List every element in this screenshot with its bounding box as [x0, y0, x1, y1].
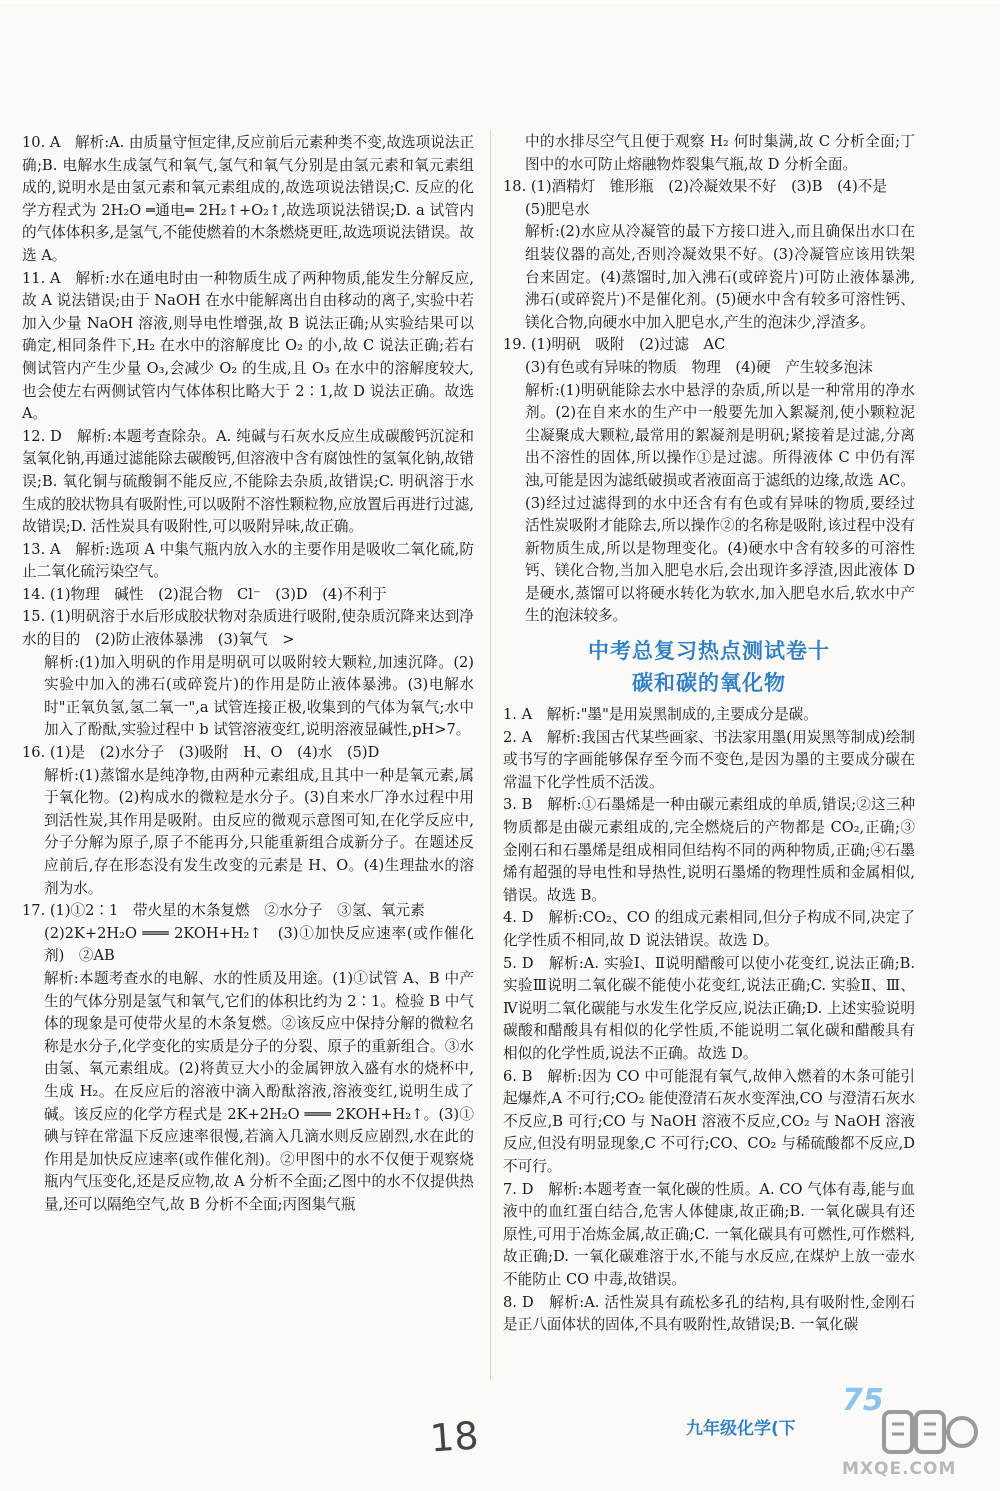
left-column — [22, 132, 474, 1217]
carbon-answer-7: 7. D 解析:本题考查一氧化碳的性质。A. CO 气体有毒,能与血液中的血红蛋白结合,危害人体健康,故正确;B. 一氧化碳具有还原性,可用于冶炼金属,故正确;C. 一氧化碳具有可燃性,可作燃料,故正确;D. 一氧化碳难溶于水,不能与水反应,在煤炉上放一壶水不能防止 CO 中毒,故错误。 — [503, 1180, 915, 1288]
carbon-answer-1: 1. A 解析:"墨"是用炭黑制成的,主要成分是碳。 — [503, 706, 818, 724]
answer-10: 10. A 解析:A. 由质量守恒定律,反应前后元素种类不变,故选项说法正确;B. 电解水生成氢气和氧气,氢气和氧气分别是由氢元素和氧元素组成的,说明水是由氢元素和氧元素组成的,故选项说法错误;C. 反应的化学方程式为 2H₂O ═通电═ 2H₂↑+O₂↑,故选项说法错误;D. a 试管内的气体体积多,是氢气,不能使燃着的木条燃烧更旺,故选项说法错误。故选 A。 — [22, 134, 474, 264]
answer-17-continued: 中的水排尽空气且便于观察 H₂ 何时集满,故 C 分析全面;丁图中的水可防止熔融物炸裂集气瓶,故 D 分析全面。 — [525, 133, 915, 173]
answer-16-analysis: 解析:(1)蒸馏水是纯净物,由两种元素组成,且其中一种是氧元素,属于氧化物。(2)构成水的微粒是水分子。(3)自来水厂净水过程中用到活性炭,其作用是吸附。由反应的微观示意图可知,在化学反应中,分子分解为原子,原子不能再分,只能重新组合成新分子。在题述反应前后,存在形态没有发生改变的元素是 H、O。(4)生理盐水的溶剂为水。 — [44, 766, 474, 897]
section-title: 中考总复习热点测试卷十 — [588, 639, 830, 664]
footer-title: 九年级化学(下 — [686, 1419, 796, 1439]
carbon-answer-6: 6. B 解析:因为 CO 中可能混有氧气,故伸入燃着的木条可能引起爆炸,A 不可行;CO₂ 能使澄清石灰水变浑浊,CO 与澄清石灰水不反应,B 可行;CO 与 NaOH 溶液不反应,CO₂ 与 NaOH 溶液反应,但没有明显现象,C 不可行;CO、CO₂ 与稀硫酸都不反应,D 不可行。 — [503, 1067, 915, 1175]
answer-15: 15. (1)明矾溶于水后形成胶状物对杂质进行吸附,使杂质沉降来达到净水的目的 (2)防止液体暴沸 (3)氧气 > — [22, 608, 474, 649]
carbon-answer-3: 3. B 解析:①石墨烯是一种由碳元素组成的单质,错误;②这三种物质都是由碳元素组成的,完全燃烧后的产物都是 CO₂,正确;③金刚石和石墨烯是组成相同但结构不同的两种物质,正确;④石墨烯有超强的导电性和导热性,说明石墨烯的物理性质和金属相似,错误。故选 B。 — [503, 796, 915, 904]
carbon-answer-5: 5. D 解析:A. 实验Ⅰ、Ⅱ说明醋酸可以使小花变红,说法正确;B. 实验Ⅲ说明二氧化碳不能使小花变红,说法正确;C. 实验Ⅱ、Ⅲ、Ⅳ说明二氧化碳能与水发生化学反应,说法正确;D. 上述实验说明碳酸和醋酸具有相似的化学性质,不能说明二氧化碳和醋酸具有相似的化学性质,说法不正确。故选 D。 — [503, 954, 915, 1062]
watermark-logo-icon — [882, 1406, 978, 1458]
answer-17: 17. (1)①2∶1 带火星的木条复燃 ②水分子 ③氢、氧元素 — [22, 902, 425, 920]
carbon-answer-2: 2. A 解析:我国古代某些画家、书法家用墨(用炭黑等制成)绘制或书写的字画能够保存至今而不变色,是因为墨的主要成分碳在常温下化学性质不活泼。 — [503, 728, 915, 791]
section-subtitle: 碳和碳的氧化物 — [632, 671, 786, 696]
answer-19: 19. (1)明矾 吸附 (2)过滤 AC — [503, 336, 726, 354]
answer-18-part5: (5)肥皂水 — [525, 200, 590, 218]
answer-18: 18. (1)酒精灯 锥形瓶 (2)冷凝效果不好 (3)B (4)不是 — [503, 178, 887, 196]
answer-14: 14. (1)物理 碱性 (2)混合物 Cl⁻ (3)D (4)不利于 — [22, 585, 387, 603]
column-divider — [490, 130, 491, 1380]
carbon-answer-4: 4. D 解析:CO₂、CO 的组成元素相同,但分子构成不同,决定了化学性质不相同,故 D 说法错误。故选 D。 — [503, 909, 915, 949]
watermark-url: MXQE.COM — [842, 1459, 957, 1479]
handwritten-page-mark: 18 — [428, 1413, 480, 1461]
answer-19-analysis: 解析:(1)明矾能除去水中悬浮的杂质,所以是一种常用的净水剂。(2)在自来水的生产中一般要先加入絮凝剂,使小颗粒泥尘凝聚成大颗粒,最常用的絮凝剂是明矾;紧接着是过滤,分离出不溶性的固体,所以操作①是过滤。所得液体 C 中仍有浑浊,可能是因为滤纸破损或者液面高于滤纸的边缘,故选 AC。(3)经过过滤得到的水中还含有有色或有异味的物质,要经过活性炭吸附才能除去,所以操作②的名称是吸附,该过程中没有新物质生成,所以是物理变化。(4)硬水中含有较多的可溶性钙、镁化合物,当加入肥皂水后,会出现许多浮渣,因此液体 D 是硬水,蒸馏可以将硬水转化为软水,加入肥皂水后,软水中产生的泡沫较多。 — [525, 381, 915, 625]
answer-16: 16. (1)是 (2)水分子 (3)吸附 H、O (4)水 (5)D — [22, 744, 380, 762]
page-number: 75 — [842, 1383, 884, 1418]
answer-17-analysis: 解析:本题考查水的电解、水的性质及用途。(1)①试管 A、B 中产生的气体分别是氢气和氧气,它们的体积比约为 2∶1。检验 B 中气体的现象是可使带火星的木条复燃。②该反应中保持分解的微粒名称是水分子,化学变化的实质是分子的分裂、原子的重新组合。③水由氢、氧元素组成。(2)将黄豆大小的金属钾放入盛有水的烧杯中,生成 H₂。在反应后的溶液中滴入酚酞溶液,溶液变红,说明生成了碱。该反应的化学方程式是 2K+2H₂O ═══ 2KOH+H₂↑。(3)①碘与锌在常温下反应速率很慢,若滴入几滴水则反应剧烈,水在此的作用是加快反应速率(或作催化剂)。②甲图中的水不仅便于观察烧瓶内气压变化,还是反应物,故 A 分析不全面;乙图中的水不仅提供热量,还可以隔绝空气,故 B 分析不全面;丙图集气瓶 — [44, 969, 474, 1213]
answer-13: 13. A 解析:选项 A 中集气瓶内放入水的主要作用是吸收二氧化硫,防止二氧化硫污染空气。 — [22, 540, 474, 581]
top-edge — [0, 0, 1000, 4]
answer-12: 12. D 解析:本题考查除杂。A. 纯碱与石灰水反应生成碳酸钙沉淀和氢氧化钠,再通过滤能除去碳酸钙,但溶液中含有腐蚀性的氢氧化钠,故错误;B. 氧化铜与硫酸铜不能反应,不能除去杂质,故错误;C. 明矾溶于水生成的胶状物具有吸附性,可以吸附不溶性颗粒物,应放置后再进行过滤,故错误;D. 活性炭具有吸附性,可以吸附异味,故正确。 — [22, 427, 474, 536]
carbon-answer-8: 8. D 解析:A. 活性炭具有疏松多孔的结构,具有吸附性,金刚石是正八面体状的固体,不具有吸附性,故错误;B. 一氧化碳 — [503, 1293, 915, 1334]
answer-19-part3: (3)有色或有异味的物质 物理 (4)硬 产生较多泡沫 — [525, 358, 873, 376]
answer-15-analysis: 解析:(1)加入明矾的作用是明矾可以吸附较大颗粒,加速沉降。(2)实验中加入的沸石(或碎瓷片)的作用是防止液体暴沸。(3)电解水时"正氧负氢,氢二氧一",a 试管连接正极,收集到的气体为氧气;水中加入了酚酞,实验过程中 b 试管溶液变红,说明溶液显碱性,pH>7。 — [44, 653, 474, 739]
right-column — [503, 131, 915, 1337]
answer-18-analysis: 解析:(2)水应从冷凝管的最下方接口进入,而且确保出水口在组装仪器的高处,否则冷凝效果不好。(3)冷凝管应该用铁架台来固定。(4)蒸馏时,加入沸石(或碎瓷片)可防止液体暴沸,沸石(或碎瓷片)不是催化剂。(5)硬水中含有较多可溶性钙、镁化合物,向硬水中加入肥皂水,产生的泡沫少,浮渣多。 — [525, 223, 915, 331]
answer-11: 11. A 解析:水在通电时由一种物质生成了两种物质,能发生分解反应,故 A 说法错误;由于 NaOH 在水中能解离出自由移动的离子,实验中若加入少量 NaOH 溶液,则导电性增强,故 B 说法正确;从实验结果可以确定,相同条件下,H₂ 在水中的溶解度比 O₂ 的小,故 C 说法正确;若右侧试管内产生少量 O₃,会减少 O₂ 的生成,且 O₃ 在水中的溶解度较大,也会使左右两侧试管内气体体积比略大于 2∶1,故 D 说法正确。故选 A。 — [22, 269, 474, 423]
answer-17-part2: (2)2K+2H₂O ═══ 2KOH+H₂↑ (3)①加快反应速率(或作催化剂) ②AB — [44, 924, 474, 965]
